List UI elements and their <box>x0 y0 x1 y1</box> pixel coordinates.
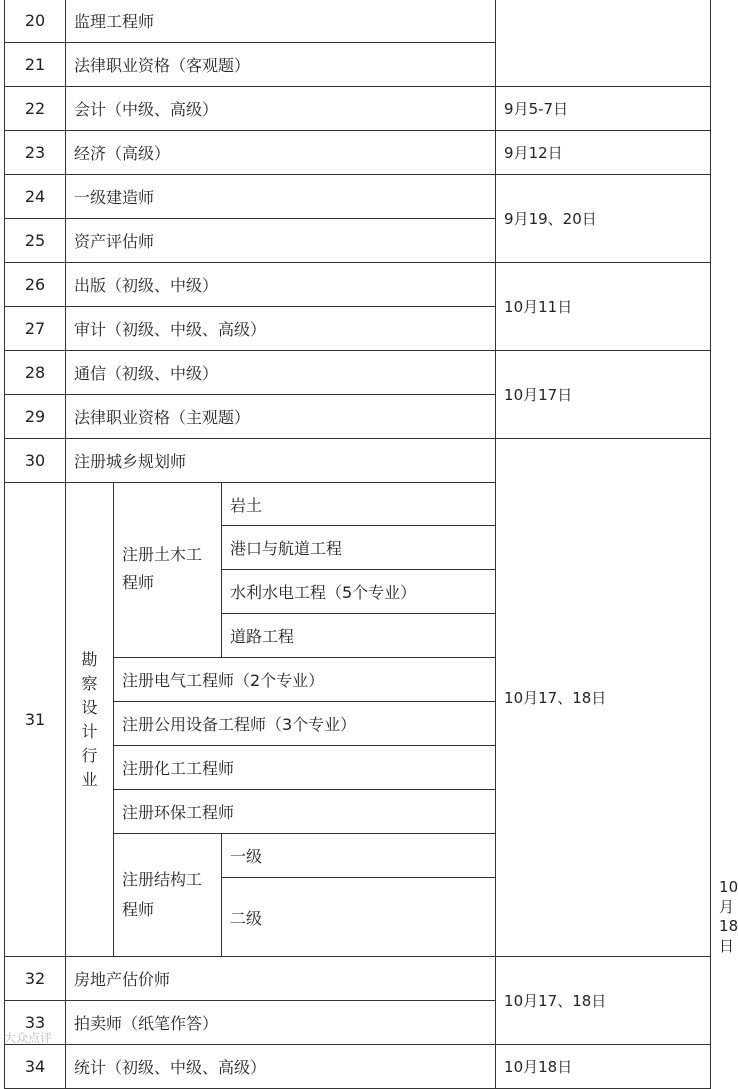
exam-name: 出版（初级、中级） <box>66 263 496 307</box>
exam-date: 10月17、18日 <box>496 439 711 957</box>
table-row <box>5 351 711 395</box>
row-number: 20 <box>5 0 66 43</box>
table-row <box>5 1045 711 1089</box>
watermark: 大众点评 <box>4 1031 53 1045</box>
table-row <box>5 175 711 219</box>
exam-date: 10月11日 <box>496 263 711 351</box>
industry-char: 勘 <box>81 649 98 669</box>
structural-engineer-label: 注册结构工 程师 <box>114 834 222 957</box>
exam-name: 监理工程师 <box>66 0 496 43</box>
table-row: 二级 10月18日 <box>5 878 711 957</box>
row-number: 32 <box>5 957 66 1001</box>
row-number: 24 <box>5 175 66 219</box>
table-row <box>5 0 711 43</box>
row-number: 34 <box>5 1045 66 1089</box>
exam-name: 统计（初级、中级、高级） <box>66 1045 496 1089</box>
exam-date: 10月18日 <box>496 1045 711 1089</box>
table-row <box>5 439 711 483</box>
civil-item: 道路工程 <box>222 614 496 658</box>
exam-name: 一级建造师 <box>66 175 496 219</box>
exam-name: 会计（中级、高级） <box>66 87 496 131</box>
exam-date: 9月19、20日 <box>496 175 711 263</box>
exam-name: 法律职业资格（主观题） <box>66 395 496 439</box>
exam-schedule-table <box>4 0 738 1089</box>
row-number: 21 <box>5 43 66 87</box>
table-row <box>5 263 711 307</box>
industry-char: 行 <box>81 745 98 765</box>
table-row <box>5 957 711 1001</box>
exam-date: 10月17日 <box>496 351 711 439</box>
electrical-engineer: 注册电气工程师（2个专业） <box>114 658 496 702</box>
table-row <box>5 87 711 131</box>
industry-label <box>66 483 114 957</box>
row-number: 30 <box>5 439 66 483</box>
exam-name: 拍卖师（纸笔作答） <box>66 1001 496 1045</box>
utility-engineer: 注册公用设备工程师（3个专业） <box>114 702 496 746</box>
structural-level: 一级 <box>222 834 496 878</box>
environment-engineer: 注册环保工程师 <box>114 790 496 834</box>
industry-char: 业 <box>81 769 98 789</box>
exam-name: 审计（初级、中级、高级） <box>66 307 496 351</box>
civil-item: 港口与航道工程 <box>222 526 496 570</box>
row-number: 29 <box>5 395 66 439</box>
exam-date: 10月17、18日 <box>496 957 711 1045</box>
exam-date: 9月12日 <box>496 131 711 175</box>
civil-item: 岩土 <box>222 483 496 526</box>
structural-level: 二级 <box>222 878 496 957</box>
row-number: 27 <box>5 307 66 351</box>
industry-char: 计 <box>81 721 98 741</box>
exam-name: 经济（高级） <box>66 131 496 175</box>
civil-engineer-label: 注册土木工 程师 <box>114 483 222 658</box>
exam-name: 注册城乡规划师 <box>66 439 496 483</box>
chemical-engineer: 注册化工工程师 <box>114 746 496 790</box>
exam-name: 资产评估师 <box>66 219 496 263</box>
industry-char: 设 <box>81 697 98 717</box>
row-number: 25 <box>5 219 66 263</box>
row-number: 23 <box>5 131 66 175</box>
row-number: 28 <box>5 351 66 395</box>
row-number: 22 <box>5 87 66 131</box>
row-number: 26 <box>5 263 66 307</box>
row-number: 31 <box>5 483 66 957</box>
exam-date: 9月5-7日 <box>496 87 711 131</box>
table-row <box>5 131 711 175</box>
row-number: 33 <box>5 1001 66 1045</box>
exam-date <box>496 0 711 87</box>
industry-char: 察 <box>81 673 98 693</box>
exam-name: 法律职业资格（客观题） <box>66 43 496 87</box>
civil-item: 水利水电工程（5个专业） <box>222 570 496 614</box>
exam-name: 房地产估价师 <box>66 957 496 1001</box>
exam-name: 通信（初级、中级） <box>66 351 496 395</box>
